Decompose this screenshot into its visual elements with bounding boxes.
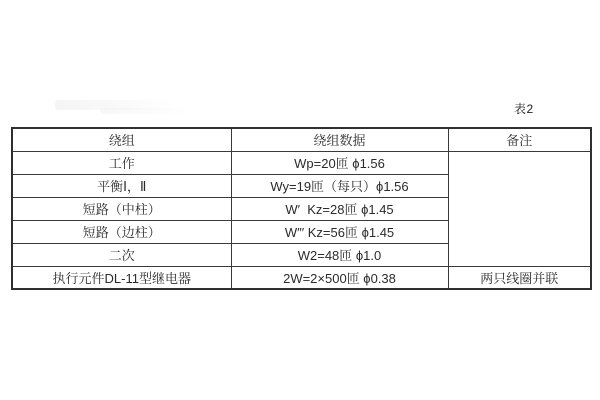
column-header-winding: 绕组 xyxy=(12,128,231,151)
winding-data-cell: W″′ Kz=56匝 ϕ1.45 xyxy=(231,220,448,243)
table-row xyxy=(12,151,591,174)
merged-remark-cell xyxy=(448,151,591,266)
winding-cell: 执行元件DL-11型继电器 xyxy=(12,266,231,289)
winding-cell: 二次 xyxy=(12,243,231,266)
winding-data-cell: 2W=2×500匝 ϕ0.38 xyxy=(231,266,448,289)
winding-data-cell: W′ Kz=28匝 ϕ1.45 xyxy=(231,197,448,220)
table-row xyxy=(12,266,591,289)
winding-data-cell: W2=48匝 ϕ1.0 xyxy=(231,243,448,266)
column-header-remark: 备注 xyxy=(448,128,591,151)
winding-cell: 工作 xyxy=(12,151,231,174)
winding-data-cell: Wp=20匝 ϕ1.56 xyxy=(231,151,448,174)
winding-cell: 短路（边柱） xyxy=(12,220,231,243)
winding-cell: 平衡Ⅰ，Ⅱ xyxy=(12,174,231,197)
remark-cell: 两只线圈并联 xyxy=(448,266,591,289)
winding-data-table xyxy=(11,127,592,290)
header-row xyxy=(12,128,591,151)
winding-cell: 短路（中柱） xyxy=(12,197,231,220)
winding-data-cell: Wy=19匝（每只）ϕ1.56 xyxy=(231,174,448,197)
table-caption: 表2 xyxy=(514,102,534,116)
scan-smudge-artifact-2 xyxy=(100,108,190,114)
column-header-winding-data: 绕组数据 xyxy=(231,128,448,151)
